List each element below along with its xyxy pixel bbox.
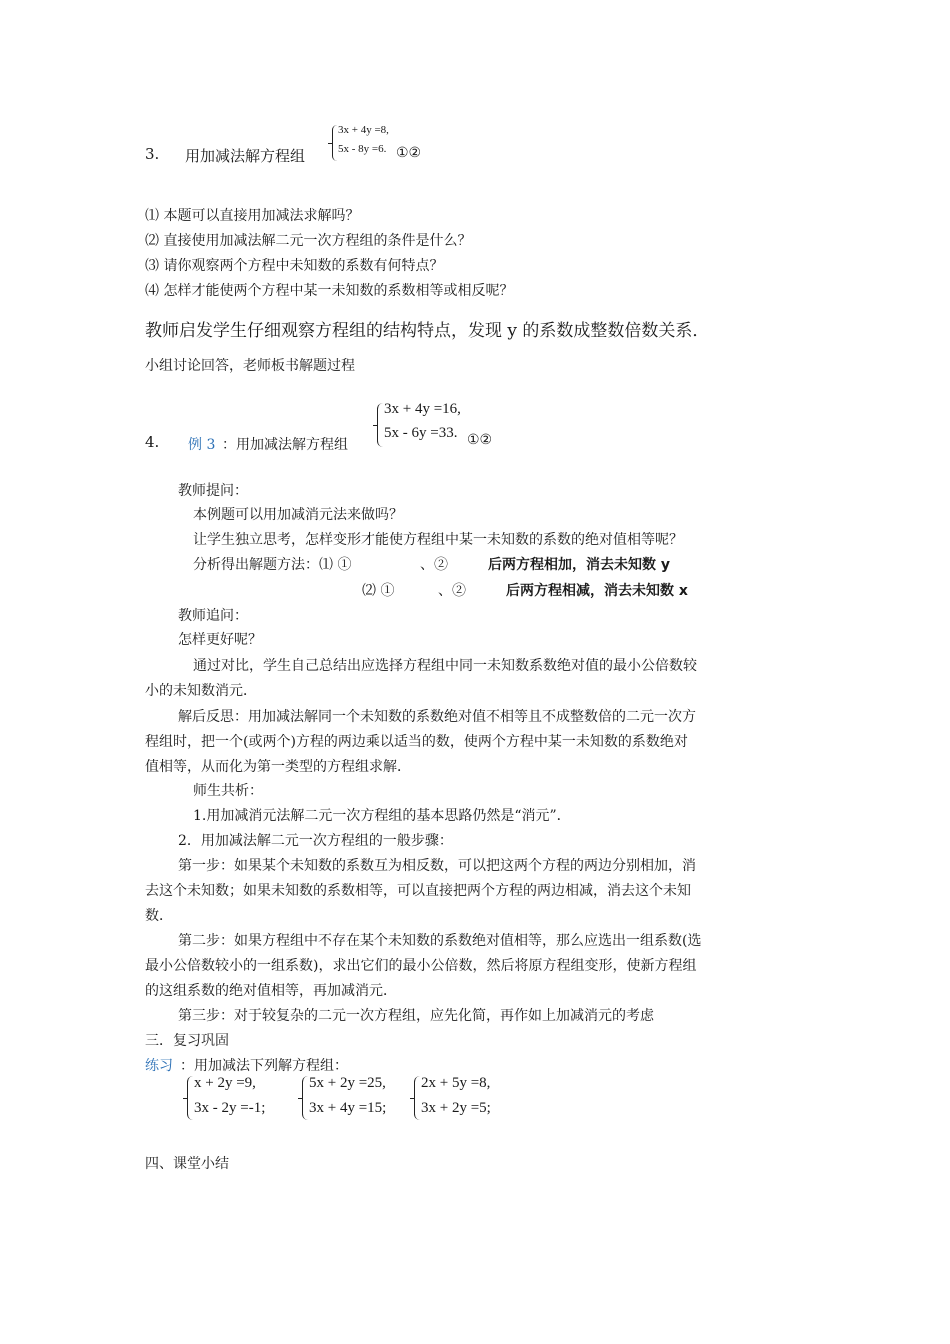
question-1: ⑴ 本题可以直接用加减法求解吗？ <box>145 208 360 224</box>
step-3: 第三步：对于较复杂的二元一次方程组，应先化简，再作如上加减消元的考虑 <box>178 1008 654 1024</box>
analysis-end-2: 后两方程相减，消去未知数 x <box>506 583 688 599</box>
question-2: ⑵ 直接使用加减法解二元一次方程组的条件是什么？ <box>145 233 472 249</box>
practice-3-brace <box>414 1076 420 1120</box>
section-4-heading: 四、课堂小结 <box>145 1156 229 1172</box>
analysis-mid-1: 、② <box>420 557 448 573</box>
problem-4-eq1: 3x + 4y =16, <box>384 401 461 417</box>
step-2-line-b: 最小公倍数较小的一组系数)，求出它们的最小公倍数，然后将原方程组变形，使新方程组 <box>145 958 697 974</box>
step-1-line-b: 去这个未知数；如果未知数的系数相等，可以直接把两个方程的两边相减，消去这个未知 <box>145 883 691 899</box>
compare-line-1: 通过对比，学生自己总结出应选择方程组中同一未知数系数绝对值的最小公倍数较 <box>193 658 697 674</box>
teacher-hint: 教师启发学生仔细观察方程组的结构特点，发现 y 的系数成整数倍数关系． <box>145 321 710 341</box>
example-label: 例 3 <box>188 437 216 453</box>
analysis-mid-2: 、② <box>438 583 466 599</box>
practice-2-brace <box>302 1076 308 1120</box>
which-better: 怎样更好呢？ <box>178 632 262 648</box>
practice-1-eq1: x + 2y =9, <box>194 1075 256 1091</box>
problem-4-text: ：用加减法解方程组 <box>222 437 348 453</box>
reflect-line-2: 程组时，把一个(或两个)方程的两边乘以适当的数，使两个方程中某一未知数的系数绝对 <box>145 734 688 750</box>
problem-3-eq1: 3x + 4y =8, <box>338 124 389 136</box>
analysis-2-prefix: ⑵ ① <box>362 583 395 599</box>
teacher-ask: 教师提问： <box>178 483 248 499</box>
problem-4-marks: ①② <box>467 432 493 448</box>
point-2: 2．用加减法解二元一次方程组的一般步骤： <box>178 833 453 849</box>
question-4: ⑷ 怎样才能使两个方程中某一未知数的系数相等或相反呢？ <box>145 283 514 299</box>
teacher-follow: 教师追问： <box>178 608 248 624</box>
step-1-line-a: 第一步：如果某个未知数的系数互为相反数，可以把这两个方程的两边分别相加，消 <box>178 858 696 874</box>
reflect-line-3: 值相等，从而化为第一类型的方程组求解． <box>145 759 411 775</box>
practice-1-brace <box>187 1076 193 1120</box>
step-1-line-c: 数． <box>145 908 173 924</box>
practice-2-eq1: 5x + 2y =25, <box>309 1075 386 1091</box>
can-use-line: 本例题可以用加减消元法来做吗？ <box>193 507 403 523</box>
reflect-line-1: 解后反思：用加减法解同一个未知数的系数绝对值不相等且不成整数倍的二元一次方 <box>178 709 696 725</box>
group-discussion: 小组讨论回答，老师板书解题过程 <box>145 358 355 374</box>
shared-analysis: 师生共析： <box>193 783 263 799</box>
practice-1-eq2: 3x - 2y =-1; <box>194 1100 266 1116</box>
practice-3-eq2: 3x + 2y =5; <box>421 1100 491 1116</box>
analysis-end-1: 后两方程相加，消去未知数 y <box>488 557 670 573</box>
problem-3-text: 用加减法解方程组 <box>185 147 306 165</box>
practice-label: 练习 <box>145 1058 173 1074</box>
problem-4-eq2: 5x - 6y =33. <box>384 425 458 441</box>
compare-line-2: 小的未知数消元． <box>145 683 257 699</box>
analysis-prefix: 分析得出解题方法：⑴ ① <box>193 557 352 573</box>
section-3-heading: 三．复习巩固 <box>145 1033 229 1049</box>
point-1: 1.用加减消元法解二元一次方程组的基本思路仍然是“消元”． <box>193 808 571 824</box>
problem-3-brace <box>332 125 337 161</box>
problem-4-brace <box>377 403 383 447</box>
problem-3-eq2: 5x - 8y =6. <box>338 143 387 155</box>
practice-text: ：用加减法下列解方程组： <box>180 1058 348 1074</box>
problem-3-number: 3. <box>145 145 160 163</box>
problem-3-marks: ①② <box>396 145 422 161</box>
question-3: ⑶ 请你观察两个方程中未知数的系数有何特点？ <box>145 258 444 274</box>
think-line: 让学生独立思考，怎样变形才能使方程组中某一未知数的系数的绝对值相等呢？ <box>193 532 683 548</box>
step-2-line-a: 第二步：如果方程组中不存在某个未知数的系数绝对值相等，那么应选出一组系数(选 <box>178 933 702 949</box>
problem-4-number: 4. <box>145 433 160 451</box>
step-2-line-c: 的这组系数的绝对值相等，再加减消元． <box>145 983 397 999</box>
practice-2-eq2: 3x + 4y =15; <box>309 1100 387 1116</box>
practice-3-eq1: 2x + 5y =8, <box>421 1075 491 1091</box>
